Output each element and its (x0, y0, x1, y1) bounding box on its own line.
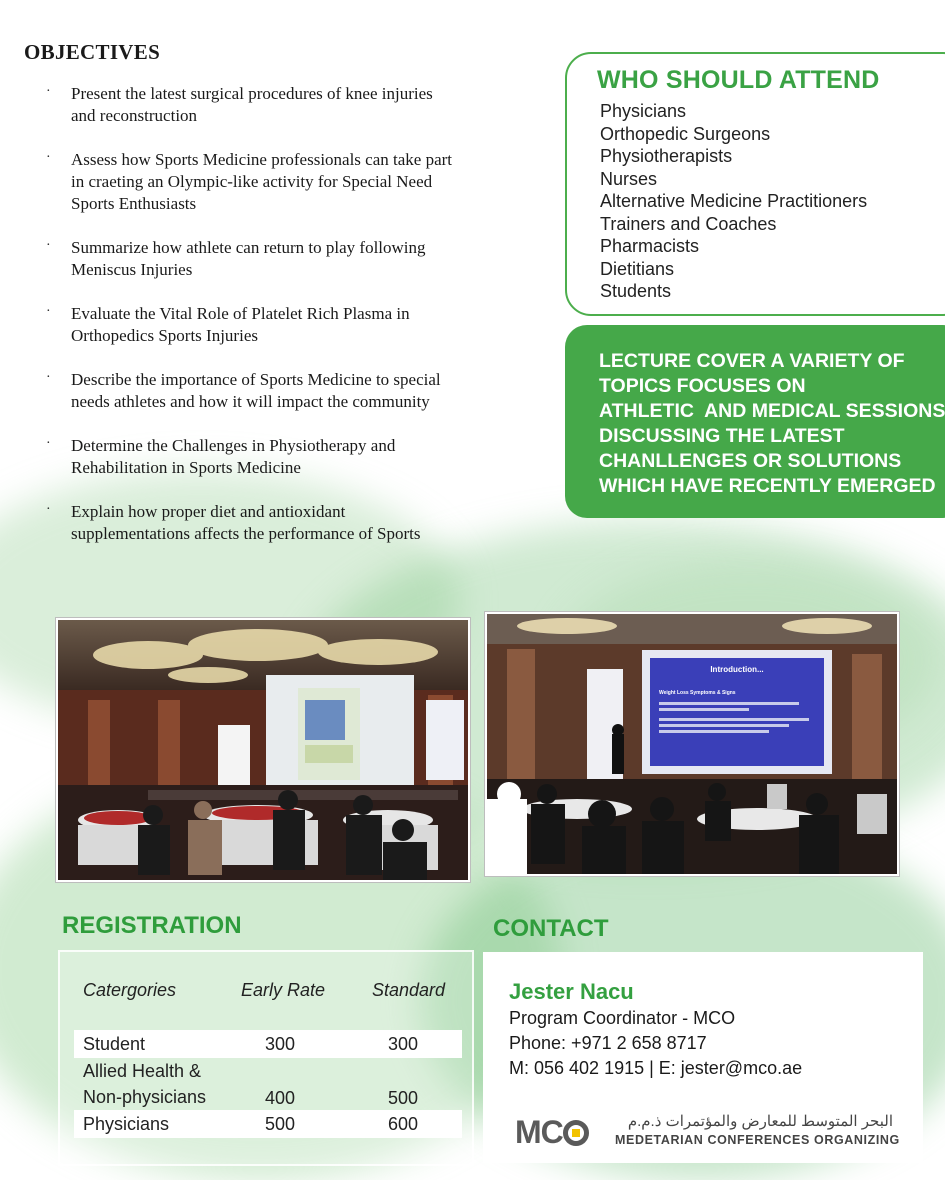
table-cell-early: 500 (265, 1114, 296, 1134)
registration-table (58, 950, 474, 1166)
table-cell-standard: 300 (388, 1034, 419, 1054)
lecture-line: DISCUSSING THE LATEST (599, 425, 845, 447)
attendee-item: Pharmacists (600, 236, 700, 256)
bullet-icon: · (46, 370, 51, 385)
objective-item (24, 435, 534, 479)
lecture-banner (565, 325, 945, 518)
attendee-item: Orthopedic Surgeons (600, 123, 771, 144)
bullet-icon: · (46, 84, 51, 99)
lecture-text (599, 349, 945, 499)
contact-title: CONTACT (493, 915, 609, 942)
objective-item (24, 303, 534, 347)
mco-logo-english: MEDETARIAN CONFERENCES ORGANIZING (615, 1133, 900, 1147)
attendee-item: Dietitians (600, 258, 675, 279)
table-cell-standard: 600 (388, 1114, 419, 1134)
who-should-attend-box (565, 52, 945, 316)
table-cell-standard: 500 (388, 1088, 419, 1108)
objective-item (24, 83, 534, 127)
objective-line: Sports Enthusiasts (71, 194, 197, 213)
objective-line: Assess how Sports Medicine professionals can take part (71, 150, 453, 169)
objective-line: needs athletes and how it will impact the community (71, 392, 430, 411)
objectives-title: OBJECTIVES (24, 40, 161, 64)
presentation-photo (485, 612, 899, 876)
attendee-list (600, 100, 867, 303)
table-cell-category: Physicians (83, 1114, 170, 1134)
objective-line: supplementations affects the performance of Sports (71, 524, 421, 543)
contact-phone[interactable]: Phone: +971 2 658 8717 (509, 1033, 707, 1053)
table-cell-category: Non-physicians (83, 1087, 207, 1107)
objective-line: Determine the Challenges in Physiotherapy and (71, 436, 396, 455)
objective-line: Explain how proper diet and antioxidant (71, 502, 346, 521)
lecture-line: ATHLETIC AND MEDICAL SESSIONS (599, 400, 945, 422)
who-should-attend-title: WHO SHOULD ATTEND (597, 66, 880, 94)
header-early-rate: Early Rate (241, 980, 326, 1000)
objective-line: Present the latest surgical procedures of knee injuries (71, 84, 433, 103)
objective-line: Describe the importance of Sports Medicine to special (71, 370, 441, 389)
lecture-line: TOPICS FOCUSES ON (599, 375, 806, 397)
attendee-item: Physiotherapists (600, 146, 733, 166)
objectives-list (24, 83, 534, 545)
bullet-icon: · (46, 238, 51, 253)
objective-line: Summarize how athlete can return to play following (71, 238, 426, 257)
table-cell-category: Allied Health & (83, 1061, 202, 1081)
bullet-icon: · (46, 502, 51, 517)
contact-name: Jester Nacu (509, 979, 634, 1004)
bullet-icon: · (46, 436, 51, 451)
attendee-item: Students (600, 281, 672, 301)
objective-item (24, 149, 534, 215)
mco-logo-arabic: البحر المتوسط للمعارض والمؤتمرات ذ.م.م (627, 1113, 893, 1130)
attendee-item: Nurses (600, 168, 658, 189)
objectives-section (24, 40, 534, 567)
contact-mobile-email[interactable]: M: 056 402 1915 | E: jester@mco.ae (509, 1058, 803, 1078)
objective-line: Meniscus Injuries (71, 260, 193, 279)
conference-hall-illustration (58, 620, 468, 880)
slide-subtitle: Weight Loss Symptoms & Signs (659, 690, 736, 696)
objective-item (24, 237, 534, 281)
objective-line: Evaluate the Vital Role of Platelet Rich Plasma in (71, 304, 410, 323)
objective-line: in craeting an Olympic-like activity for Special Need (71, 172, 433, 191)
contact-card (483, 952, 923, 1163)
table-cell-early: 300 (265, 1034, 296, 1054)
lecture-line: WHICH HAVE RECENTLY EMERGED (599, 475, 936, 497)
conference-hall-photo (56, 618, 470, 882)
registration-title: REGISTRATION (62, 912, 242, 939)
attendee-item: Trainers and Coaches (600, 213, 777, 234)
table-cell-early: 400 (265, 1088, 296, 1108)
objective-line: Rehabilitation in Sports Medicine (71, 458, 301, 477)
lecture-line: LECTURE COVER A VARIETY OF (599, 350, 905, 372)
contact-role: Program Coordinator - MCO (509, 1008, 736, 1028)
slide-title: Introduction... (710, 665, 764, 674)
attendee-item: Physicians (600, 101, 687, 121)
mco-logo-mark: MC (515, 1114, 589, 1151)
objective-item (24, 501, 534, 545)
bullet-icon: · (46, 304, 51, 319)
presentation-illustration (487, 614, 897, 874)
bullet-icon: · (46, 150, 51, 165)
table-cell-category: Student (83, 1034, 146, 1054)
objective-line: Orthopedics Sports Injuries (71, 326, 258, 345)
objective-item (24, 369, 534, 413)
lecture-line: CHANLLENGES OR SOLUTIONS (599, 450, 902, 472)
objective-line: and reconstruction (71, 106, 198, 125)
mco-logo (515, 1112, 915, 1156)
header-categories: Catergories (83, 980, 177, 1000)
attendee-item: Alternative Medicine Practitioners (600, 191, 868, 211)
header-standard: Standard (372, 980, 446, 1000)
